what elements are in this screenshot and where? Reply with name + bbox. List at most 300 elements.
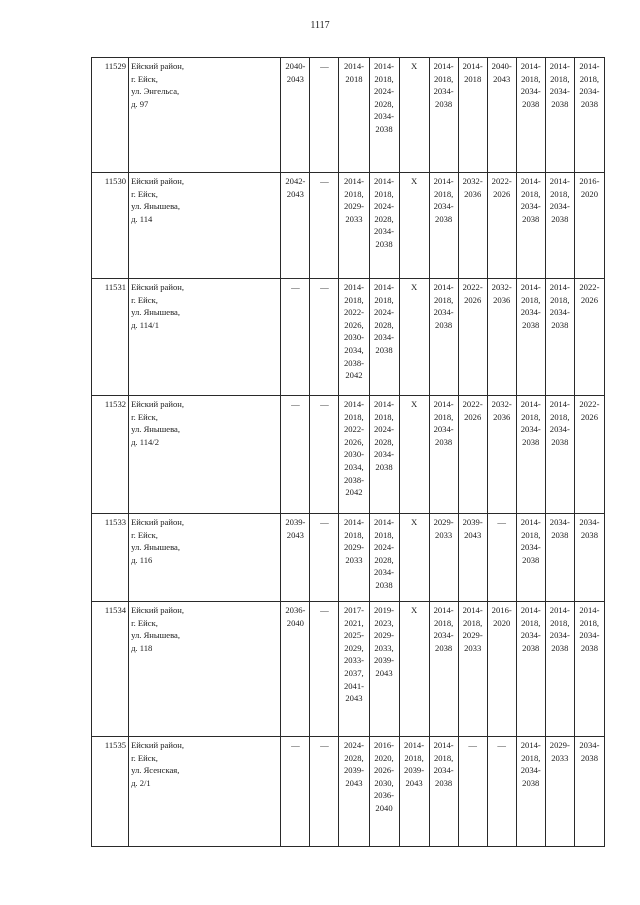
period-text: 2014- bbox=[433, 176, 454, 186]
address-line: г. Ейск, bbox=[131, 529, 158, 540]
period-cell bbox=[310, 737, 339, 847]
period-cell bbox=[310, 602, 339, 737]
period-text: 2014- bbox=[373, 399, 395, 409]
period-cell bbox=[487, 514, 516, 602]
period-text: 2034- bbox=[520, 765, 541, 776]
period-text: 2028, bbox=[374, 554, 394, 565]
period-cell bbox=[339, 737, 369, 847]
period-cell bbox=[574, 737, 604, 847]
period-cell bbox=[545, 396, 574, 514]
period-text: 2029- bbox=[343, 201, 364, 212]
address-line: д. 118 bbox=[131, 642, 153, 653]
period-text: 2022- bbox=[343, 424, 364, 435]
period-text: 2014- bbox=[549, 605, 570, 615]
period-cell bbox=[458, 737, 487, 847]
period-text: 2018 bbox=[345, 73, 363, 84]
period-text: 2041- bbox=[343, 680, 364, 691]
period-text: — bbox=[320, 61, 329, 71]
table-row bbox=[92, 173, 605, 279]
period-cell bbox=[458, 514, 487, 602]
period-text: 2018, bbox=[344, 188, 364, 199]
period-text: 2028, bbox=[374, 98, 394, 109]
period-text: 2042- bbox=[285, 176, 306, 186]
period-cell bbox=[516, 737, 545, 847]
period-text: 2014- bbox=[404, 740, 425, 750]
period-cell bbox=[458, 58, 487, 173]
period-text: 2014- bbox=[373, 61, 395, 71]
period-text: 2034- bbox=[579, 517, 600, 527]
period-cell bbox=[369, 737, 399, 847]
period-text: 2033 bbox=[551, 752, 569, 763]
period-cell bbox=[339, 514, 369, 602]
period-cell bbox=[516, 173, 545, 279]
period-text: 2042 bbox=[345, 370, 363, 381]
address-line: д. 97 bbox=[131, 98, 149, 109]
address-cell bbox=[129, 173, 281, 279]
address-line: г. Ейск, bbox=[131, 617, 158, 628]
period-text: 2038 bbox=[375, 123, 393, 134]
address-line: ул. Ясенская, bbox=[131, 765, 180, 776]
period-text: 2024- bbox=[373, 424, 395, 435]
period-text: 2038 bbox=[375, 461, 393, 472]
period-cell bbox=[458, 279, 487, 396]
period-cell bbox=[339, 396, 369, 514]
period-text: 2018, bbox=[344, 529, 364, 540]
row-number: 11535 bbox=[92, 737, 129, 847]
period-text: 2034- bbox=[373, 111, 395, 122]
period-cell bbox=[310, 58, 339, 173]
period-cell bbox=[369, 514, 399, 602]
period-text: 2033 bbox=[464, 642, 482, 653]
period-text: 2040- bbox=[285, 61, 306, 71]
table-body bbox=[92, 58, 605, 847]
period-text: 2026 bbox=[580, 411, 598, 422]
period-text: 2043 bbox=[493, 73, 511, 84]
period-text: — bbox=[320, 282, 329, 292]
period-text: 2028, bbox=[374, 436, 394, 447]
period-text: 2038 bbox=[522, 436, 540, 447]
period-text: 2038 bbox=[551, 436, 569, 447]
period-text: 2018, bbox=[344, 411, 364, 422]
period-text: 2018, bbox=[433, 294, 454, 305]
period-text: 2030, bbox=[374, 777, 394, 788]
period-text: 2030- bbox=[343, 332, 364, 343]
period-text: 2019- bbox=[373, 605, 395, 615]
period-text: 2029- bbox=[462, 630, 483, 641]
period-text: 2014- bbox=[433, 605, 454, 615]
period-text: 2033- bbox=[343, 655, 364, 666]
period-text: 2028, bbox=[344, 752, 364, 763]
period-text: 2014- bbox=[343, 61, 364, 71]
period-text: 2039- bbox=[404, 765, 425, 776]
period-cell bbox=[516, 396, 545, 514]
period-text: 2034- bbox=[520, 542, 541, 553]
period-text: 2016- bbox=[579, 176, 600, 186]
period-text: 2034, bbox=[344, 344, 364, 355]
period-text: 2037, bbox=[344, 667, 364, 678]
period-text: 2022- bbox=[579, 399, 600, 409]
period-text: 2018, bbox=[433, 752, 454, 763]
period-text: 2014- bbox=[520, 740, 541, 750]
period-text: 2040 bbox=[286, 617, 304, 628]
period-cell bbox=[574, 279, 604, 396]
period-text: 2021, bbox=[344, 617, 364, 628]
address-line: Ейский район, bbox=[131, 282, 185, 292]
period-text: 2038 bbox=[522, 319, 540, 330]
period-text: 2039- bbox=[462, 517, 483, 527]
period-text: 2022- bbox=[343, 307, 364, 318]
address-line: г. Ейск, bbox=[131, 188, 158, 199]
period-text: 2022- bbox=[462, 282, 483, 292]
period-cell bbox=[429, 602, 458, 737]
row-number: 11531 bbox=[92, 279, 129, 396]
period-cell bbox=[574, 602, 604, 737]
period-text: 2017- bbox=[343, 605, 364, 615]
period-text: — bbox=[320, 605, 329, 615]
period-text: 2022- bbox=[579, 282, 600, 292]
period-text: 2024- bbox=[373, 201, 395, 212]
period-text: 2034- bbox=[373, 449, 395, 460]
period-text: X bbox=[410, 517, 418, 527]
period-text: 2038 bbox=[522, 213, 540, 224]
table-row bbox=[92, 737, 605, 847]
period-cell bbox=[545, 58, 574, 173]
period-text: 2028, bbox=[374, 213, 394, 224]
address-line: г. Ейск, bbox=[131, 73, 158, 84]
period-text: — bbox=[291, 399, 300, 409]
period-cell bbox=[487, 58, 516, 173]
period-text: 2032- bbox=[462, 176, 483, 186]
period-text: 2036- bbox=[373, 790, 395, 801]
period-text: 2014- bbox=[373, 176, 395, 186]
period-text: 2014- bbox=[520, 605, 541, 615]
period-text: 2014- bbox=[462, 61, 483, 71]
period-text: 2018, bbox=[521, 529, 541, 540]
table-row bbox=[92, 514, 605, 602]
period-text: 2014- bbox=[343, 282, 364, 292]
period-text: 2018, bbox=[374, 411, 394, 422]
period-cell bbox=[399, 514, 429, 602]
address-line: ул. Янышева, bbox=[131, 201, 181, 212]
period-text: 2018, bbox=[374, 73, 394, 84]
address-cell bbox=[129, 602, 281, 737]
period-text: 2034- bbox=[520, 630, 541, 641]
period-text: 2023, bbox=[374, 617, 394, 628]
period-cell bbox=[458, 173, 487, 279]
period-cell bbox=[339, 58, 369, 173]
period-text: 2043 bbox=[345, 693, 363, 704]
period-text: 2034- bbox=[579, 630, 600, 641]
period-text: 2038- bbox=[343, 357, 364, 368]
period-cell bbox=[458, 396, 487, 514]
period-cell bbox=[369, 279, 399, 396]
period-text: — bbox=[497, 740, 506, 750]
period-cell bbox=[281, 396, 310, 514]
period-text: 2029, bbox=[344, 642, 364, 653]
period-cell bbox=[487, 173, 516, 279]
period-text: 2014- bbox=[520, 61, 541, 71]
period-text: X bbox=[410, 605, 418, 615]
period-text: 2022- bbox=[491, 176, 512, 186]
period-text: 2018, bbox=[521, 188, 541, 199]
period-text: 2018, bbox=[550, 294, 570, 305]
period-text: 2038 bbox=[551, 213, 569, 224]
period-text: 2018, bbox=[550, 411, 570, 422]
period-text: 2038 bbox=[551, 319, 569, 330]
period-text: 2014- bbox=[433, 740, 454, 750]
period-text: X bbox=[410, 176, 418, 186]
period-text: 2032- bbox=[491, 282, 512, 292]
period-text: 2034- bbox=[549, 201, 570, 212]
address-line: г. Ейск, bbox=[131, 752, 158, 763]
period-cell bbox=[281, 279, 310, 396]
period-cell bbox=[369, 58, 399, 173]
period-text: — bbox=[320, 176, 329, 186]
period-text: 2014- bbox=[549, 176, 570, 186]
period-text: 2018, bbox=[550, 73, 570, 84]
period-text: 2034- bbox=[549, 307, 570, 318]
period-text: 2034- bbox=[579, 740, 600, 750]
period-text: 2036 bbox=[493, 411, 511, 422]
period-text: 2014- bbox=[343, 176, 364, 186]
period-text: 2034- bbox=[549, 517, 570, 527]
period-text: 2038 bbox=[435, 777, 453, 788]
period-text: 2018, bbox=[374, 529, 394, 540]
period-text: X bbox=[410, 399, 418, 409]
period-text: X bbox=[410, 61, 418, 71]
period-text: — bbox=[291, 282, 300, 292]
period-cell bbox=[429, 396, 458, 514]
address-line: Ейский район, bbox=[131, 61, 185, 71]
period-text: 2038 bbox=[435, 319, 453, 330]
period-text: — bbox=[291, 740, 300, 750]
address-cell bbox=[129, 514, 281, 602]
period-cell bbox=[516, 514, 545, 602]
period-cell bbox=[516, 602, 545, 737]
period-text: 2034- bbox=[433, 307, 454, 318]
period-text: 2024- bbox=[373, 86, 395, 97]
period-text: 2014- bbox=[462, 605, 483, 615]
period-text: 2018, bbox=[374, 188, 394, 199]
table-row bbox=[92, 396, 605, 514]
period-text: 2038 bbox=[551, 529, 569, 540]
period-text: 2014- bbox=[579, 605, 600, 615]
period-text: 2014- bbox=[520, 399, 541, 409]
period-text: 2014- bbox=[373, 517, 395, 527]
period-cell bbox=[281, 173, 310, 279]
period-cell bbox=[281, 602, 310, 737]
registry-table bbox=[91, 57, 605, 847]
period-text: 2038 bbox=[375, 344, 393, 355]
period-text: 2018, bbox=[550, 617, 570, 628]
period-cell bbox=[369, 396, 399, 514]
period-text: 2018, bbox=[521, 617, 541, 628]
period-text: 2034- bbox=[549, 630, 570, 641]
period-text: 2039- bbox=[373, 655, 395, 666]
period-text: 2043 bbox=[286, 529, 304, 540]
period-text: 2034- bbox=[520, 201, 541, 212]
period-text: 2028, bbox=[374, 319, 394, 330]
period-text: 2036 bbox=[464, 188, 482, 199]
period-cell bbox=[545, 279, 574, 396]
row-number: 11530 bbox=[92, 173, 129, 279]
period-text: 2033 bbox=[435, 529, 453, 540]
period-cell bbox=[339, 602, 369, 737]
period-text: 2026 bbox=[464, 411, 482, 422]
period-text: 2018, bbox=[374, 294, 394, 305]
period-cell bbox=[574, 173, 604, 279]
period-text: 2018, bbox=[433, 411, 454, 422]
period-text: 2039- bbox=[285, 517, 306, 527]
period-text: 2024- bbox=[373, 542, 395, 553]
address-line: Ейский район, bbox=[131, 176, 185, 186]
period-text: 2018 bbox=[464, 73, 482, 84]
period-cell bbox=[458, 602, 487, 737]
period-cell bbox=[281, 58, 310, 173]
row-number: 11534 bbox=[92, 602, 129, 737]
period-text: — bbox=[497, 517, 506, 527]
period-text: 2018, bbox=[579, 73, 600, 84]
period-text: 2033 bbox=[345, 554, 363, 565]
period-text: 2026 bbox=[493, 188, 511, 199]
period-text: 2020, bbox=[374, 752, 394, 763]
period-cell bbox=[399, 279, 429, 396]
period-text: 2034- bbox=[373, 567, 395, 578]
period-text: 2034- bbox=[520, 307, 541, 318]
period-text: 2043 bbox=[405, 777, 423, 788]
period-text: 2033, bbox=[374, 642, 394, 653]
row-number: 11529 bbox=[92, 58, 129, 173]
address-line: г. Ейск, bbox=[131, 294, 158, 305]
period-text: 2020 bbox=[493, 617, 511, 628]
period-cell bbox=[429, 58, 458, 173]
period-cell bbox=[574, 396, 604, 514]
period-text: 2038 bbox=[375, 238, 393, 249]
period-text: 2018, bbox=[521, 73, 541, 84]
period-text: 2024- bbox=[373, 307, 395, 318]
period-text: 2034- bbox=[433, 630, 454, 641]
period-text: 2018, bbox=[433, 73, 454, 84]
period-text: 2043 bbox=[286, 188, 304, 199]
period-cell bbox=[281, 737, 310, 847]
period-text: 2018, bbox=[521, 752, 541, 763]
period-text: 2029- bbox=[343, 542, 364, 553]
period-text: 2038 bbox=[522, 98, 540, 109]
period-text: 2014- bbox=[433, 61, 454, 71]
period-text: 2038 bbox=[580, 642, 598, 653]
address-cell bbox=[129, 58, 281, 173]
period-cell bbox=[399, 58, 429, 173]
period-text: 2038 bbox=[551, 642, 569, 653]
period-cell bbox=[487, 396, 516, 514]
period-text: 2026, bbox=[344, 319, 364, 330]
row-number: 11532 bbox=[92, 396, 129, 514]
period-text: — bbox=[468, 740, 477, 750]
period-text: 2016- bbox=[373, 740, 395, 750]
page-number: 1117 bbox=[310, 20, 330, 31]
period-text: X bbox=[410, 282, 418, 292]
period-cell bbox=[310, 514, 339, 602]
period-text: 2034- bbox=[433, 765, 454, 776]
period-text: 2038 bbox=[580, 529, 598, 540]
period-cell bbox=[516, 279, 545, 396]
period-text: 2024- bbox=[343, 740, 364, 750]
period-text: 2038 bbox=[522, 554, 540, 565]
address-line: Ейский район, bbox=[131, 740, 185, 750]
period-text: 2038 bbox=[435, 642, 453, 653]
period-cell bbox=[545, 173, 574, 279]
period-text: — bbox=[320, 399, 329, 409]
period-cell bbox=[429, 173, 458, 279]
address-line: ул. Янышева, bbox=[131, 307, 181, 318]
period-text: 2038 bbox=[580, 752, 598, 763]
period-text: 2014- bbox=[433, 399, 454, 409]
period-text: 2038 bbox=[551, 98, 569, 109]
period-cell bbox=[369, 602, 399, 737]
period-text: 2034, bbox=[344, 461, 364, 472]
period-cell bbox=[574, 58, 604, 173]
address-line: д. 114/2 bbox=[131, 436, 159, 447]
period-cell bbox=[399, 396, 429, 514]
address-line: д. 2/1 bbox=[131, 777, 151, 788]
period-text: 2034- bbox=[549, 86, 570, 97]
period-text: 2018, bbox=[550, 188, 570, 199]
period-text: 2043 bbox=[345, 777, 363, 788]
period-cell bbox=[399, 173, 429, 279]
period-cell bbox=[487, 602, 516, 737]
period-cell bbox=[574, 514, 604, 602]
period-text: 2018, bbox=[433, 188, 454, 199]
period-text: 2034- bbox=[549, 424, 570, 435]
period-cell bbox=[429, 737, 458, 847]
address-line: ул. Янышева, bbox=[131, 424, 181, 435]
address-line: ул. Янышева, bbox=[131, 542, 181, 553]
period-cell bbox=[310, 396, 339, 514]
period-text: 2014- bbox=[520, 517, 541, 527]
period-cell bbox=[310, 279, 339, 396]
row-number: 11533 bbox=[92, 514, 129, 602]
period-text: 2018, bbox=[521, 411, 541, 422]
period-text: 2025- bbox=[343, 630, 364, 641]
period-text: 2026 bbox=[464, 294, 482, 305]
period-text: 2014- bbox=[373, 282, 395, 292]
period-cell bbox=[399, 737, 429, 847]
period-text: 2014- bbox=[343, 399, 364, 409]
period-cell bbox=[339, 173, 369, 279]
table-row bbox=[92, 602, 605, 737]
period-cell bbox=[516, 58, 545, 173]
period-cell bbox=[281, 514, 310, 602]
period-cell bbox=[399, 602, 429, 737]
period-text: 2038 bbox=[522, 777, 540, 788]
period-cell bbox=[429, 279, 458, 396]
period-text: 2018, bbox=[579, 617, 600, 628]
period-cell bbox=[545, 737, 574, 847]
period-cell bbox=[310, 173, 339, 279]
period-text: 2034- bbox=[433, 86, 454, 97]
period-text: 2038 bbox=[435, 98, 453, 109]
period-cell bbox=[429, 514, 458, 602]
period-text: 2018, bbox=[433, 617, 454, 628]
period-text: 2034- bbox=[373, 226, 395, 237]
period-text: 2039- bbox=[343, 765, 364, 776]
period-text: 2032- bbox=[491, 399, 512, 409]
period-text: 2026 bbox=[580, 294, 598, 305]
address-line: Ейский район, bbox=[131, 517, 185, 527]
period-text: 2038 bbox=[435, 213, 453, 224]
period-text: 2018, bbox=[462, 617, 483, 628]
address-line: г. Ейск, bbox=[131, 411, 158, 422]
